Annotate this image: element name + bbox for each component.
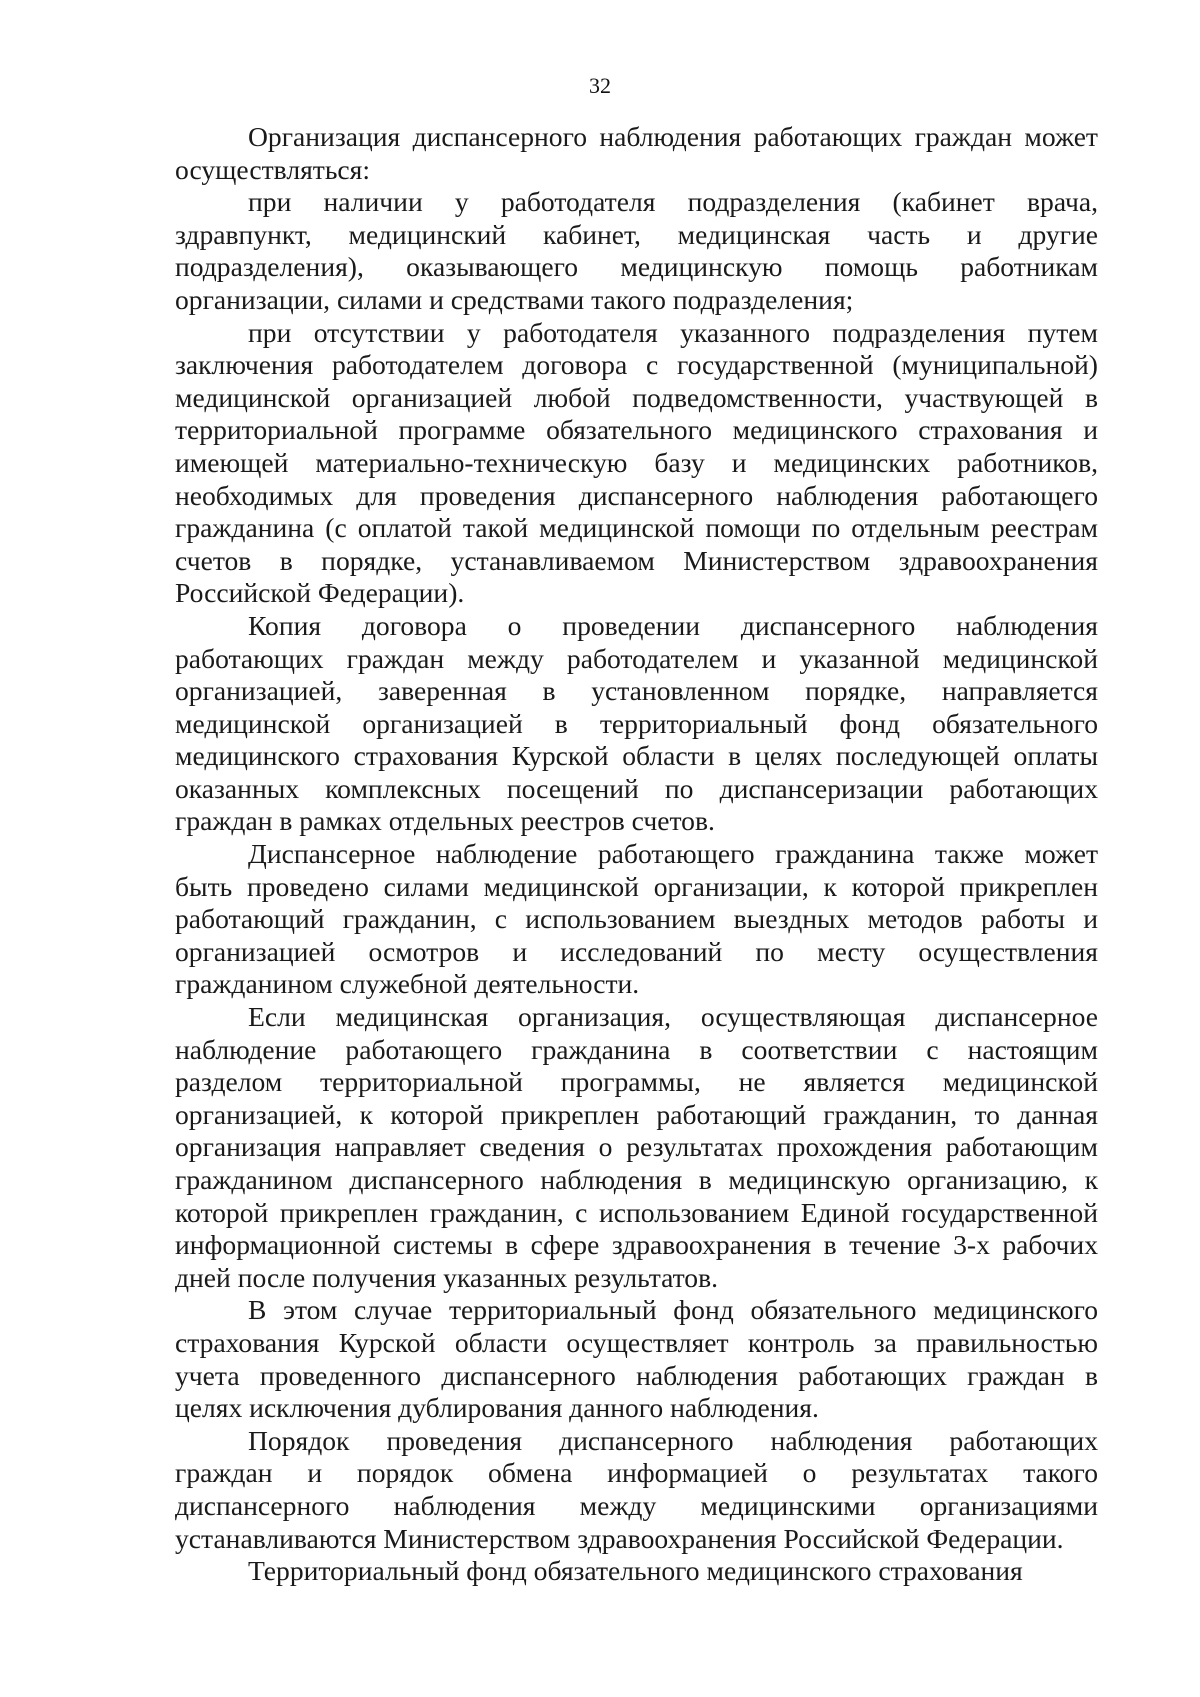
text-line: граждан в рамках отдельных реестров счетов. <box>175 805 715 837</box>
paragraph <box>175 186 1098 316</box>
document-body <box>175 121 1098 1588</box>
paragraph <box>175 1001 1098 1294</box>
paragraph <box>175 1425 1098 1555</box>
text-line: медицинской организацией любой подведомственности, участвующей в <box>175 381 1098 413</box>
text-line: организации, силами и средствами такого подразделения; <box>175 283 854 315</box>
text-line: необходимых для проведения диспансерного наблюдения работающего <box>175 479 1098 511</box>
text-line: медицинской организацией в территориальный фонд обязательного <box>175 707 1098 739</box>
text-line: при наличии у работодателя подразделения (кабинет врача, <box>248 186 1098 218</box>
paragraph <box>175 1294 1098 1424</box>
text-line: гражданином служебной деятельности. <box>175 968 640 1000</box>
text-line: подразделения), оказывающего медицинскую помощь работникам <box>175 251 1098 283</box>
text-line: Организация диспансерного наблюдения работающих граждан может <box>248 121 1098 152</box>
text-line: Диспансерное наблюдение работающего гражданина также может <box>248 838 1098 870</box>
text-line: Российской Федерации). <box>175 577 465 609</box>
text-line: страхования Курской области осуществляет контроль за правильностью <box>175 1326 1098 1358</box>
text-line: быть проведено силами медицинской организации, к которой прикреплен <box>175 870 1098 902</box>
text-line: Территориальный фонд обязательного медицинского страхования <box>248 1555 1023 1587</box>
paragraph <box>175 838 1098 1001</box>
text-line: медицинского страхования Курской области в целях последующей оплаты <box>175 740 1098 772</box>
text-line: гражданина (с оплатой такой медицинской помощи по отдельным реестрам <box>175 512 1098 544</box>
text-line: работающий гражданин, с использованием выездных методов работы и <box>175 903 1098 935</box>
text-line: информационной системы в сфере здравоохранения в течение 3-х рабочих <box>175 1229 1098 1261</box>
text-line: которой прикреплен гражданин, с использованием Единой государственной <box>175 1196 1098 1228</box>
text-line: организация направляет сведения о результатах прохождения работающим <box>175 1131 1098 1163</box>
text-line: здравпункт, медицинский кабинет, медицинская часть и другие <box>175 218 1098 250</box>
text-line: счетов в порядке, устанавливаемом Министерством здравоохранения <box>175 544 1098 576</box>
text-line: диспансерного наблюдения между медицинскими организациями <box>175 1489 1098 1521</box>
text-line: Порядок проведения диспансерного наблюдения работающих <box>248 1424 1098 1456</box>
text-line: Если медицинская организация, осуществляющая диспансерное <box>248 1001 1098 1033</box>
text-line: разделом территориальной программы, не является медицинской <box>175 1066 1098 1098</box>
text-line: организацией, к которой прикреплен работающий гражданин, то данная <box>175 1098 1098 1130</box>
text-line: устанавливаются Министерством здравоохранения Российской Федерации. <box>175 1522 1064 1554</box>
paragraph <box>175 121 1098 186</box>
page-number: 32 <box>589 73 611 98</box>
text-line: при отсутствии у работодателя указанного подразделения путем <box>248 316 1098 348</box>
paragraph <box>175 317 1098 610</box>
text-line: граждан и порядок обмена информацией о результатах такого <box>175 1457 1098 1489</box>
text-line: учета проведенного диспансерного наблюдения работающих граждан в <box>175 1359 1098 1391</box>
text-line: заключения работодателем договора с государственной (муниципальной) <box>175 349 1098 381</box>
text-line: организацией осмотров и исследований по месту осуществления <box>175 935 1098 967</box>
text-line: оказанных комплексных посещений по диспансеризации работающих <box>175 772 1098 804</box>
paragraph <box>175 610 1098 838</box>
text-line: осуществляться: <box>175 153 371 185</box>
paragraph <box>175 1555 1098 1588</box>
text-line: гражданином диспансерного наблюдения в медицинскую организацию, к <box>175 1164 1098 1195</box>
text-line: организацией, заверенная в установленном порядке, направляется <box>175 675 1098 707</box>
text-line: имеющей материально-техническую базу и медицинских работников, <box>175 446 1098 478</box>
text-line: дней после получения указанных результатов. <box>175 1261 719 1293</box>
text-line: В этом случае территориальный фонд обязательного медицинского <box>248 1294 1098 1326</box>
text-line: работающих граждан между работодателем и указанной медицинской <box>175 642 1098 674</box>
text-line: Копия договора о проведении диспансерного наблюдения <box>248 609 1098 641</box>
text-line: наблюдение работающего гражданина в соответствии с настоящим <box>175 1033 1098 1065</box>
text-line: территориальной программе обязательного медицинского страхования и <box>175 414 1098 446</box>
text-line: целях исключения дублирования данного наблюдения. <box>175 1392 819 1424</box>
